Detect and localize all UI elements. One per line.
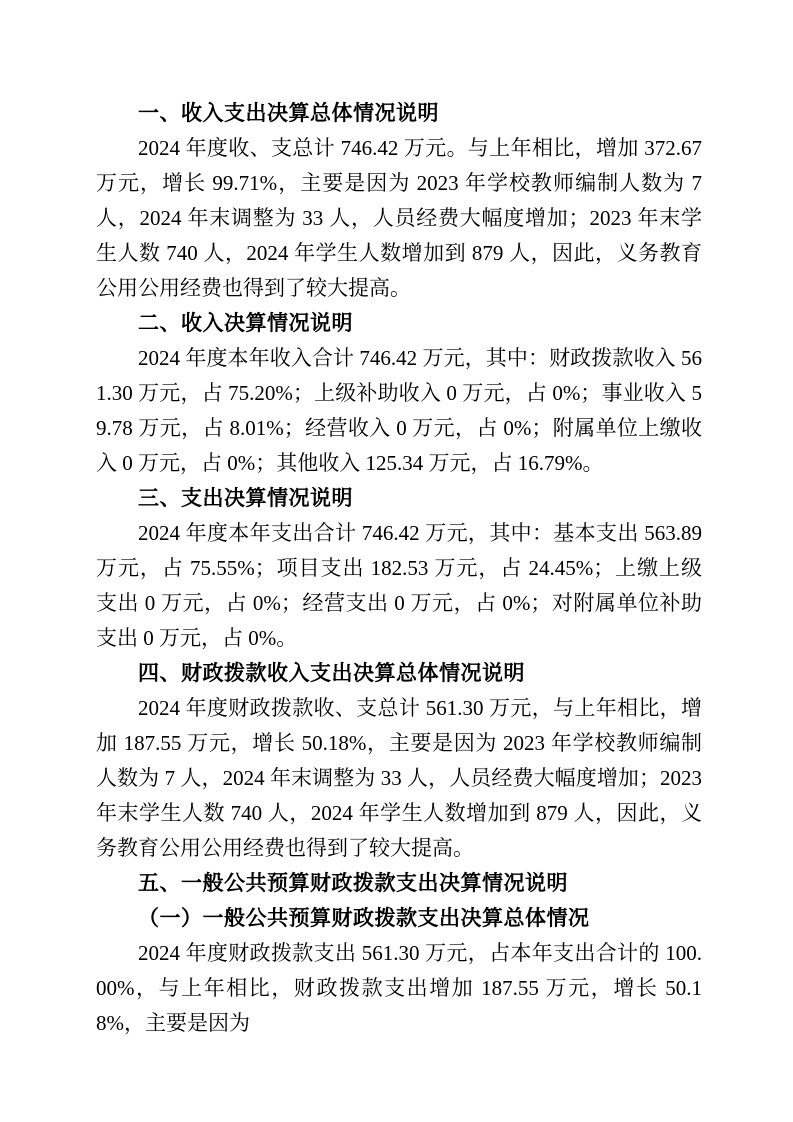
section-general-public-budget-expenditure — [96, 866, 702, 1041]
section-3-heading: 三、支出决算情况说明 — [138, 487, 353, 510]
section-income-statement — [96, 306, 702, 481]
section-1-paragraph: 2024 年度收、支总计 746.42 万元。与上年相比，增加 372.67 万元，增长 99.71%，主要是因为 2023 年学校教师编制人数为 7 人，2024 年末调整为 33 人，人员经费大幅度增加；2023 年末学生人数 740 人，2024 年学生人数增加到 879 人，因此，义务教育公用公用经费也得到了较大提高。 — [96, 136, 702, 300]
section-income-expenditure-overview — [96, 96, 702, 306]
section-fiscal-appropriation-overview — [96, 656, 702, 866]
section-2-heading: 二、收入决算情况说明 — [138, 312, 353, 335]
section-expenditure-statement — [96, 481, 702, 656]
section-1-heading: 一、收入支出决算总体情况说明 — [138, 102, 439, 125]
section-4-paragraph: 2024 年度财政拨款收、支总计 561.30 万元，与上年相比，增加 187.55 万元，增长 50.18%，主要是因为 2023 年学校教师编制人数为 7 人，2024 年末调整为 33 人，人员经费大幅度增加；2023 年末学生人数 740 人，2024 年学生人数增加到 879 人，因此，义务教育公用公用经费也得到了较大提高。 — [96, 696, 702, 860]
section-5-paragraph: 2024 年度财政拨款支出 561.30 万元，占本年支出合计的 100.00%，与上年相比，财政拨款支出增加 187.55 万元，增长 50.18%，主要是因为 — [96, 941, 702, 1035]
section-2-paragraph: 2024 年度本年收入合计 746.42 万元，其中：财政拨款收入 561.30 万元，占 75.20%；上级补助收入 0 万元，占 0%；事业收入 59.78 万元，占 8.01%；经营收入 0 万元，占 0%；附属单位上缴收入 0 万元，占 0%；其他收入 125.34 万元，占 16.79%。 — [96, 346, 702, 475]
section-5-heading: 五、一般公共预算财政拨款支出决算情况说明 — [138, 872, 568, 895]
section-5-subheading: （一）一般公共预算财政拨款支出决算总体情况 — [138, 907, 590, 930]
section-4-heading: 四、财政拨款收入支出决算总体情况说明 — [138, 662, 525, 685]
section-3-paragraph: 2024 年度本年支出合计 746.42 万元，其中：基本支出 563.89 万元，占 75.55%；项目支出 182.53 万元，占 24.45%；上缴上级支出 0 万元，占 0%；经营支出 0 万元，占 0%；对附属单位补助支出 0 万元，占 0%。 — [96, 521, 702, 650]
